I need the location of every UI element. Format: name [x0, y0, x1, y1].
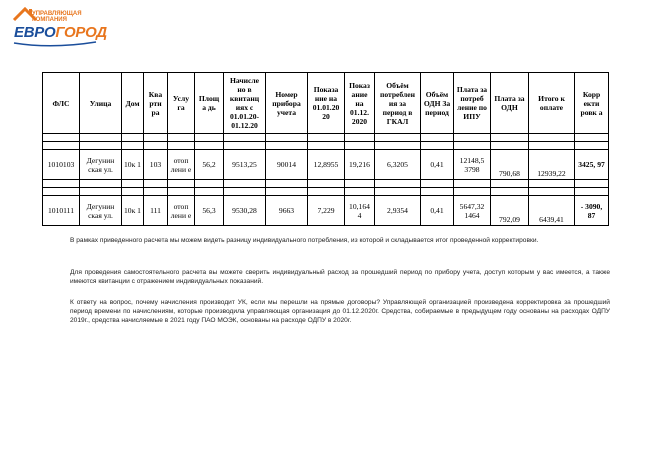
cell-total: 12939,22 [529, 150, 575, 180]
table-header-row [43, 73, 609, 134]
company-logo [10, 6, 107, 50]
cell-reading-start: 7,229 [308, 196, 345, 226]
header-cell: Номер прибора учета [266, 73, 308, 134]
cell-fls: 1010111 [43, 196, 80, 226]
spacer-row [43, 180, 609, 188]
spacer-row [43, 188, 609, 196]
cell-total: 6439,41 [529, 196, 575, 226]
header-cell: Плата за ОДН [491, 73, 529, 134]
logo-caption [32, 11, 82, 23]
cell-house: 10к 1 [122, 150, 144, 180]
cell-service: отоп лени е [168, 150, 195, 180]
header-cell: Начисле но в квитанц иях с 01.01.20-01.12.20 [224, 73, 266, 134]
cell-consumption: 2,9354 [375, 196, 421, 226]
header-cell: Объём потреблен ия за период в ГКАЛ [375, 73, 421, 134]
header-cell: Площа дь [195, 73, 224, 134]
header-cell: Дом [122, 73, 144, 134]
cell-correction: 3425, 97 [575, 150, 609, 180]
paragraph-2: Для проведения самостоятельного расчета вы можете сверить индивидуальный расход за прошедший период по прибору учета, доступ которым у вас имеется, а также имеются квитанции с отражением индивидуальных показаний. [70, 269, 610, 286]
paragraph-3: К ответу на вопрос, почему начисления производит УК, если мы перешли на прямые договоры? Управляющей организацией произведена корректировка за прошедший период времени по начислениям, которые производила управляющая организация до 01.12.2020г. Средства, собираемые в предыдущем году основаны на расходах ОДПУ 2019г., средства начисляемые в 2021 году ПАО МОЭК, основаны на расходе ОДПУ в 2020г. [70, 299, 610, 325]
correction-table [42, 72, 609, 226]
cell-area: 56,2 [195, 150, 224, 180]
spacer-row [43, 134, 609, 142]
cell-apt: 103 [144, 150, 168, 180]
cell-meter: 9663 [266, 196, 308, 226]
cell-ipu-payment: 12148,5 3798 [454, 150, 491, 180]
logo-caption-line1: УПРАВЛЯЮЩАЯ [32, 11, 82, 17]
cell-service: отоп лени е [168, 196, 195, 226]
header-cell: Показ ание на 01.12. 2020 [345, 73, 375, 134]
logo-swoosh-icon [12, 40, 98, 48]
header-cell: Показа ние на 01.01.20 20 [308, 73, 345, 134]
cell-area: 56,3 [195, 196, 224, 226]
cell-charged: 9513,25 [224, 150, 266, 180]
cell-odn-volume: 0,41 [421, 150, 454, 180]
cell-ipu-payment: 5647,32 1464 [454, 196, 491, 226]
header-cell: Ква рти ра [144, 73, 168, 134]
paragraph-1: В рамках приведенного расчета мы можем видеть разницу индивидуального потребления, из которой и складывается итог проведенной корректировки. [70, 237, 539, 244]
header-cell: Плата за потреб ление по ИПУ [454, 73, 491, 134]
cell-odn-payment: 790,68 [491, 150, 529, 180]
header-cell: Улица [80, 73, 122, 134]
table-row [43, 150, 609, 180]
cell-odn-volume: 0,41 [421, 196, 454, 226]
header-cell: Объём ОДН За период [421, 73, 454, 134]
cell-street: Дегунин ская ул. [80, 196, 122, 226]
cell-fls: 1010103 [43, 150, 80, 180]
header-cell: Услу га [168, 73, 195, 134]
logo-brand-part1: ЕВРО [14, 24, 56, 41]
cell-reading-end: 19,216 [345, 150, 375, 180]
cell-reading-end: 10,164 4 [345, 196, 375, 226]
spacer-row [43, 142, 609, 150]
cell-reading-start: 12,8955 [308, 150, 345, 180]
cell-consumption: 6,3205 [375, 150, 421, 180]
cell-charged: 9530,28 [224, 196, 266, 226]
header-cell: Корр екти ровк а [575, 73, 609, 134]
cell-house: 10к 1 [122, 196, 144, 226]
cell-street: Дегунин ская ул. [80, 150, 122, 180]
header-cell: Итого к оплате [529, 73, 575, 134]
header-cell: ФЛС [43, 73, 80, 134]
cell-meter: 90014 [266, 150, 308, 180]
logo-brand [14, 25, 107, 41]
cell-correction: - 3090, 87 [575, 196, 609, 226]
cell-odn-payment: 792,09 [491, 196, 529, 226]
logo-caption-line2: КОМПАНИЯ [32, 17, 67, 23]
logo-brand-part2: ГОРОД [55, 24, 107, 41]
table-row [43, 196, 609, 226]
cell-apt: 111 [144, 196, 168, 226]
